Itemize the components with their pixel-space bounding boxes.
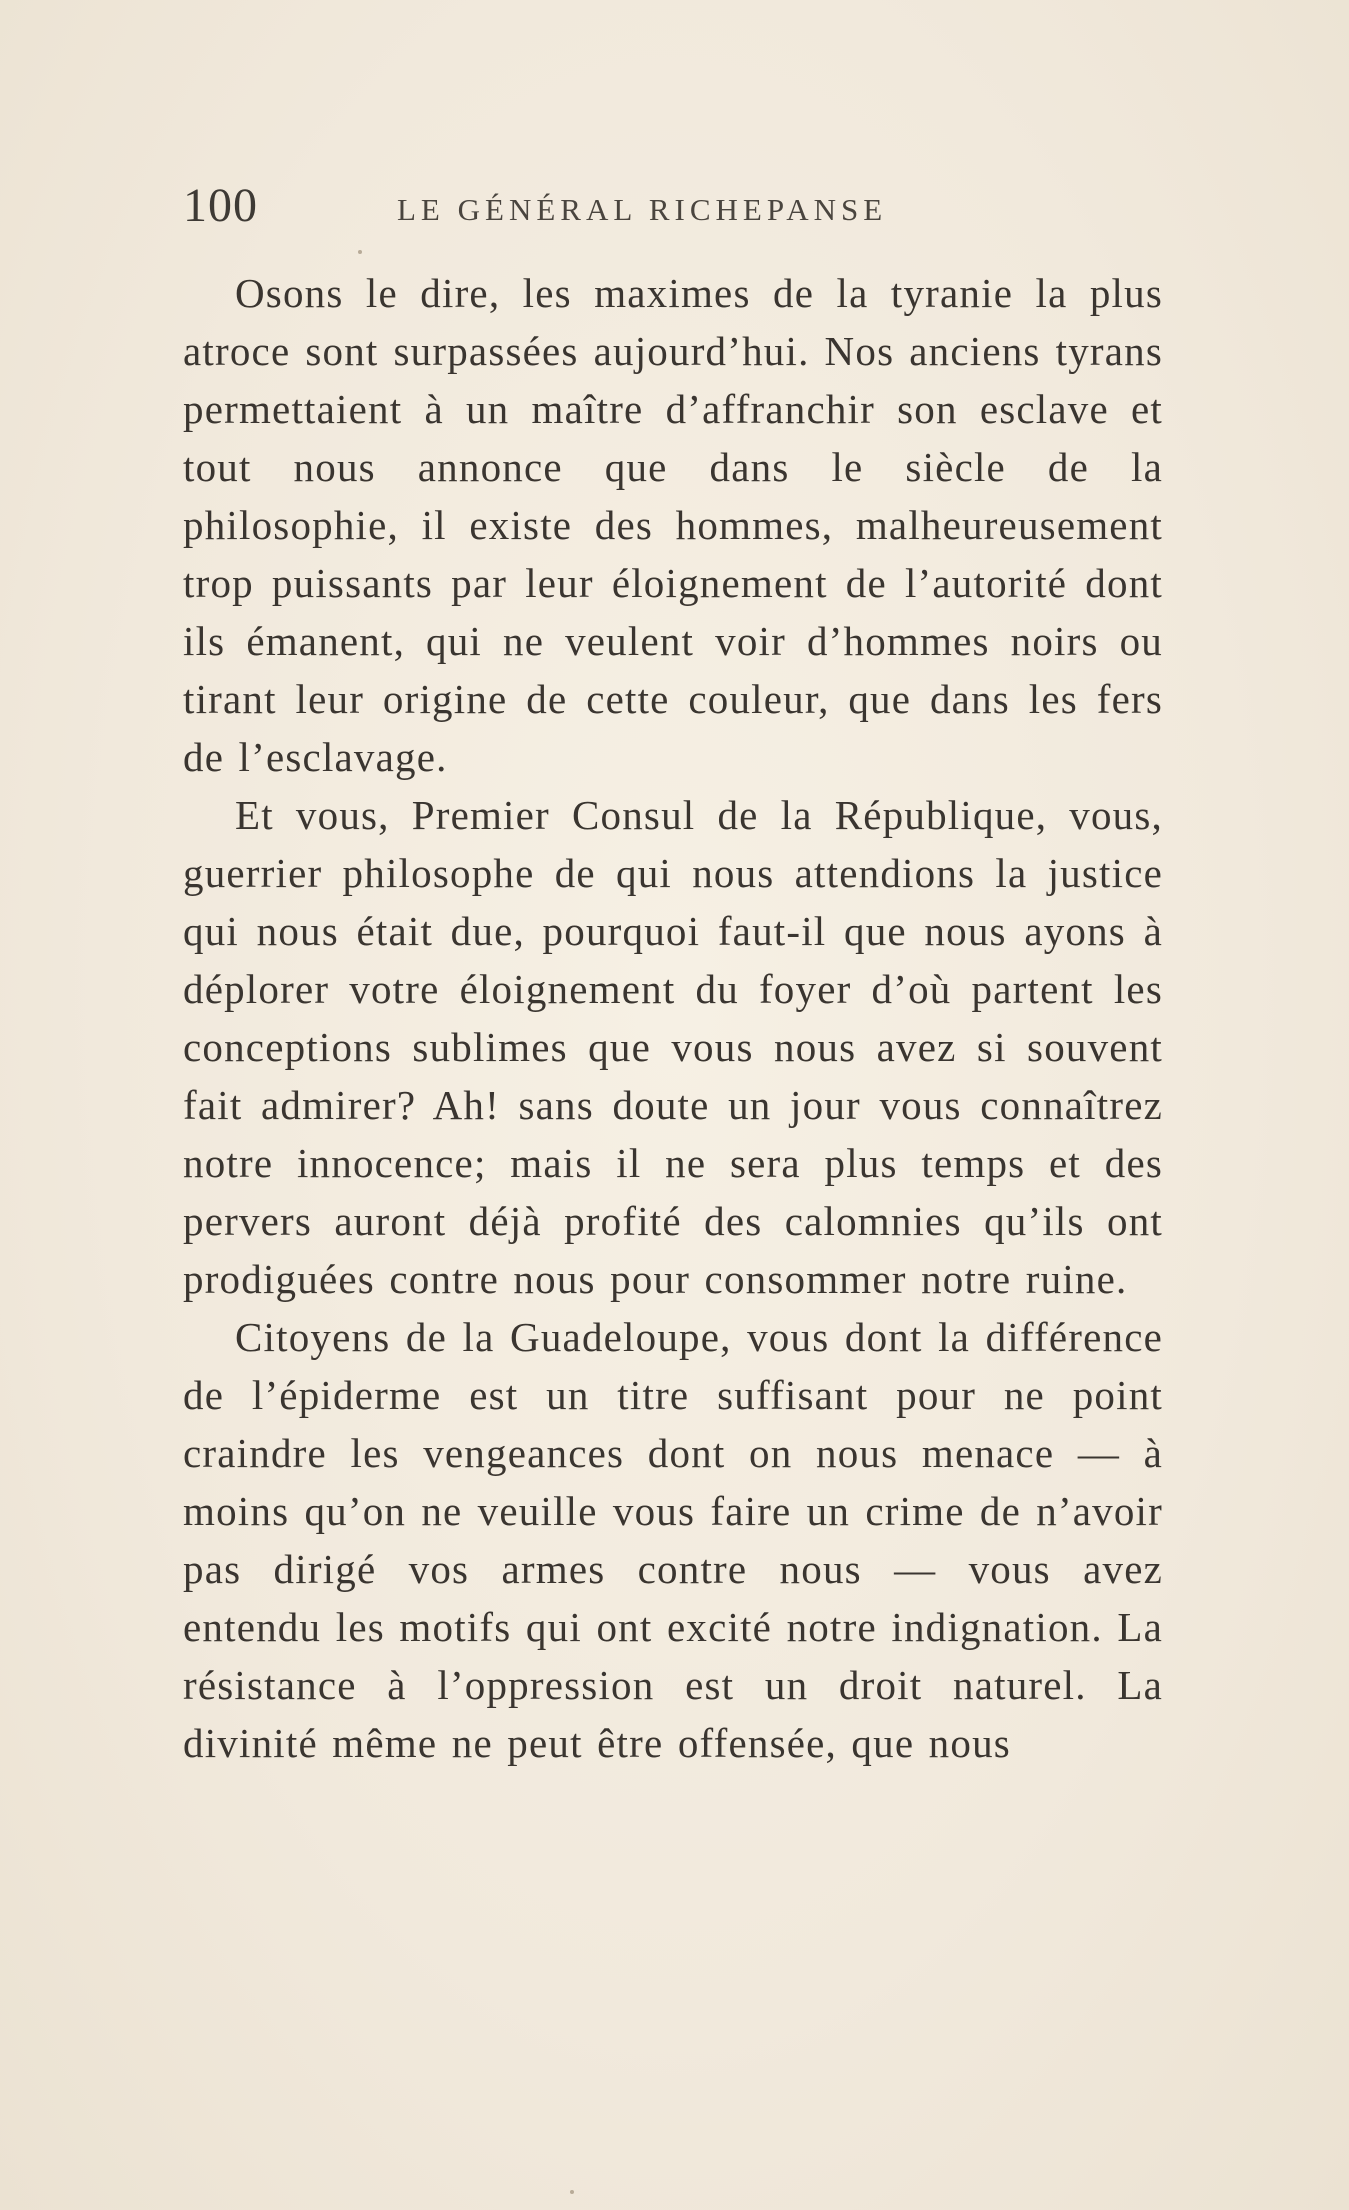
page-number: 100 (183, 179, 258, 232)
paragraph-2: Et vous, Premier Consul de la République, vous, guerrier philosophe de qui nous attendions la justice qui nous était due, pourquoi faut-il que nous ayons à déplorer votre éloignement du foyer d’où partent les conceptions sublimes que vous nous avez si souvent fait admirer? Ah! sans doute un jour vous connaîtrez notre innocence; mais il ne sera plus temps et des pervers auront déjà profité des calomnies qu’ils ont prodiguées contre nous pour consommer notre ruine. (183, 792, 1163, 1302)
text-body (183, 264, 1163, 1772)
paper-speck (358, 250, 362, 254)
running-head (183, 178, 1163, 248)
paragraph-3: Citoyens de la Guadeloupe, vous dont la différence de l’épiderme est un titre suffisant pour ne point craindre les vengeances dont on nous menace — à moins qu’on ne veuille vous faire un crime de n’avoir pas dirigé vos armes contre nous — vous avez entendu les motifs qui ont excité notre indignation. La résistance à l’oppression est un droit naturel. La divinité même ne peut être offensée, que nous (183, 1314, 1163, 1766)
paper-speck (570, 2190, 574, 2194)
running-title: LE GÉNÉRAL RICHEPANSE (397, 192, 888, 227)
paragraph-1: Osons le dire, les maximes de la tyranie la plus atroce sont surpassées aujourd’hui. Nos anciens tyrans permettaient à un maître d’affranchir son esclave et tout nous annonce que dans le siècle de la philosophie, il existe des hommes, malheureusement trop puissants par leur éloignement de l’autorité dont ils émanent, qui ne veulent voir d’hommes noirs ou tirant leur origine de cette couleur, que dans les fers de l’esclavage. (183, 270, 1163, 780)
